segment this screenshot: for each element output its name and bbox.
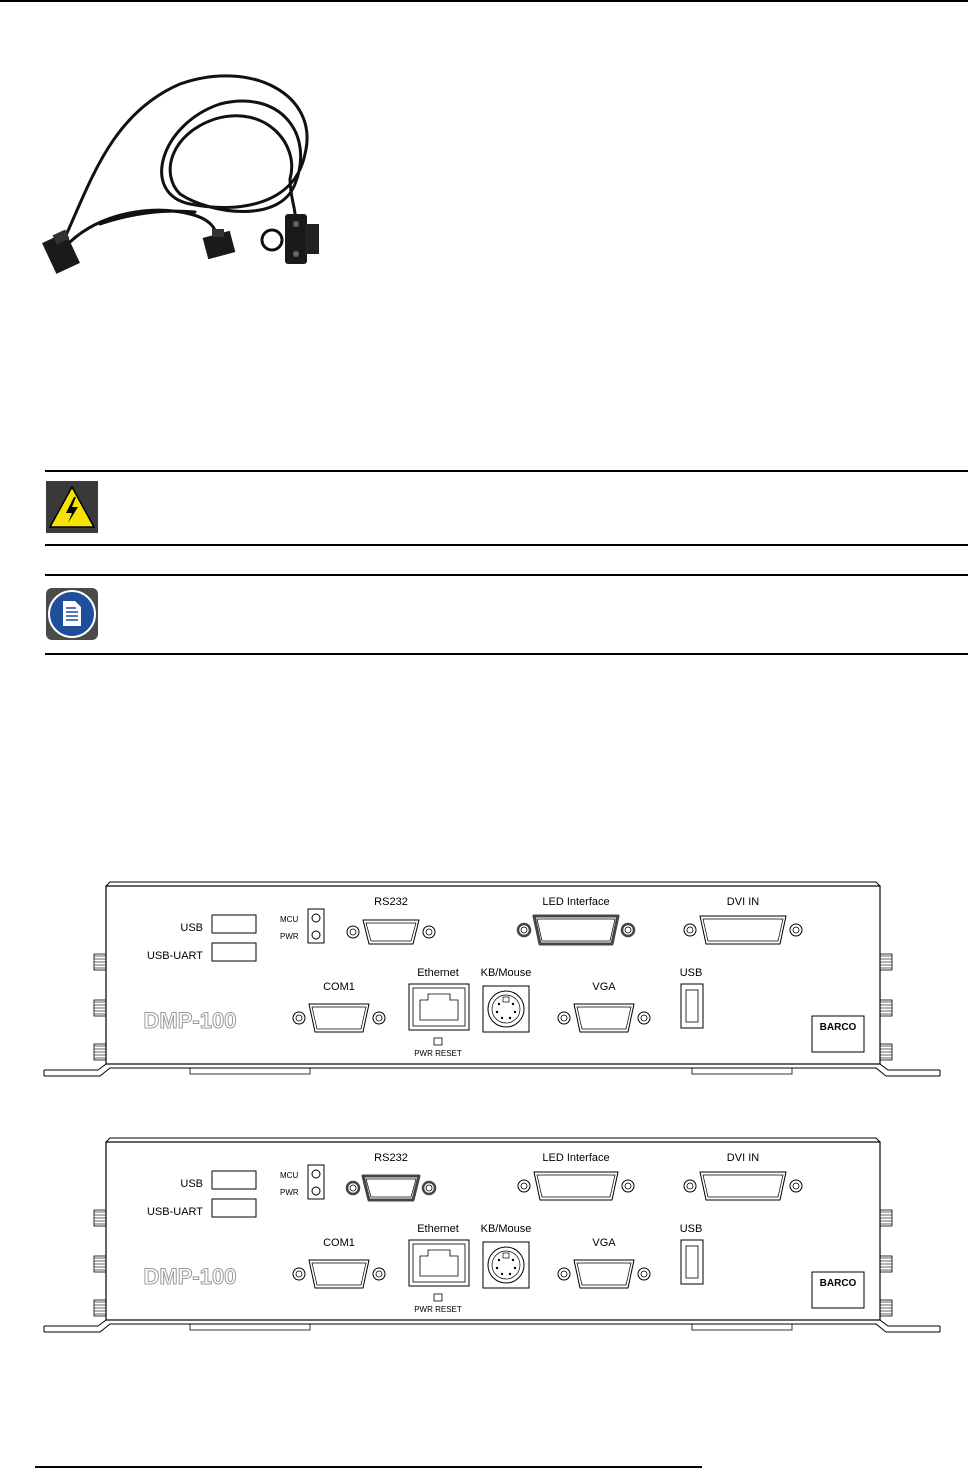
brand-label: BARCO [819,1022,857,1033]
rs232-label: RS232 [374,896,408,908]
model-label: DMP-100 [143,1008,237,1033]
led-interface-label: LED Interface [542,1152,610,1164]
cable-assembly-photo [40,64,340,284]
mcu-label: MCU [280,1171,299,1180]
model-label: DMP-100 [143,1264,237,1289]
footer-rule [35,1466,702,1468]
note-top-rule [45,574,968,576]
side-screw [94,1210,106,1226]
side-screw [94,1300,106,1316]
usb-right-label: USB [679,1223,703,1235]
ethernet-label: Ethernet [417,967,459,979]
warning-bottom-rule [45,544,968,546]
led-interface-label: LED Interface [542,896,610,908]
side-screw [94,1256,106,1272]
usb-left-label: USB [180,922,203,934]
rear-panel-drawing-1 [40,880,945,1080]
kb-mouse-label: KB/Mouse [480,967,532,979]
brand-label: BARCO [819,1278,857,1289]
lightning-warning-icon [46,481,98,533]
rs232-label: RS232 [374,1152,408,1164]
panel-mount-connector [262,214,319,264]
side-screw [880,1256,892,1272]
dvi-in-label: DVI IN [726,896,760,908]
side-screw [880,1044,892,1060]
pwr-label: PWR [280,1188,299,1197]
side-screw [94,1044,106,1060]
vga-label: VGA [592,1237,616,1249]
side-screw [880,1300,892,1316]
pwr-label: PWR [280,932,299,941]
usb-left-label: USB [180,1178,203,1190]
side-screw [880,1210,892,1226]
side-screw [880,1000,892,1016]
note-document-icon [46,588,98,640]
pwr-reset-label: PWR RESET [414,1049,462,1058]
com1-label: COM1 [323,1237,355,1249]
db9-connector-left [42,230,80,274]
usb-right-label: USB [679,967,703,979]
rear-panel-drawing-2 [40,1136,945,1336]
mcu-label: MCU [280,915,299,924]
side-screw [94,954,106,970]
side-screw [94,1000,106,1016]
vga-label: VGA [592,981,616,993]
com1-label: COM1 [323,981,355,993]
kb-mouse-label: KB/Mouse [480,1223,532,1235]
db9-connector-middle [203,229,236,259]
usb-uart-label: USB-UART [146,1206,203,1218]
warning-top-rule [45,470,968,472]
dvi-in-label: DVI IN [726,1152,760,1164]
usb-uart-label: USB-UART [146,950,203,962]
pwr-reset-label: PWR RESET [414,1305,462,1314]
ethernet-label: Ethernet [417,1223,459,1235]
top-page-rule [0,0,968,2]
side-screw [880,954,892,970]
note-bottom-rule [45,653,968,655]
